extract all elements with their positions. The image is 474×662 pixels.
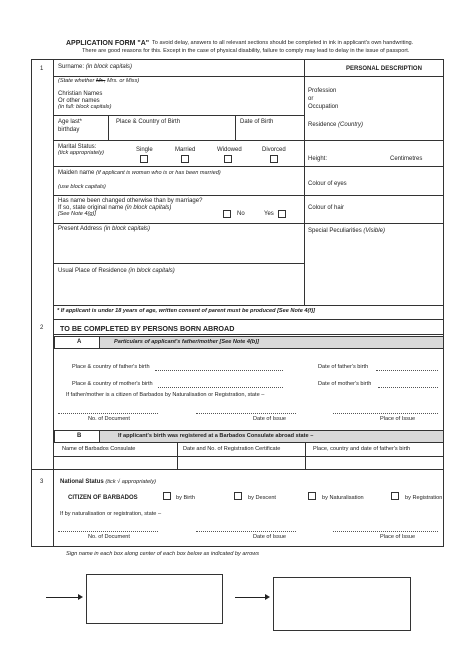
marital-married-checkbox[interactable] <box>181 155 189 163</box>
mother-birth-label: Place & country of mother's birth <box>72 381 153 387</box>
section-1-number: 1 <box>40 66 44 72</box>
special-peculiarities-label: Special Peculiarities (Visible) <box>308 228 385 234</box>
parent-document-no-label: No. of Document <box>88 416 130 422</box>
no-label: No <box>237 211 245 217</box>
national-status-label: National Status (tick √ appropriately) <box>60 479 156 485</box>
header-instruction-2: There are good reasons for this. Except in the case of physical disability, failure to comply may lead to delay in the issue of passport. <box>82 48 410 54</box>
marital-status-label: Marital Status: <box>58 144 97 150</box>
hair-colour-label: Colour of hair <box>308 205 345 211</box>
present-address-label: Present Address (in block capitals) <box>58 226 151 232</box>
christian-names-label: Christian Names <box>58 91 103 97</box>
by-registration-checkbox[interactable] <box>391 492 399 500</box>
residence-label: Residence (Country) <box>308 122 364 128</box>
usual-residence-label: Usual Place of Residence (in block capitals) <box>58 268 175 274</box>
name-changed-no-checkbox[interactable] <box>223 210 231 218</box>
parent-citizen-question: If father/mother is a citizen of Barbados by Naturalisation or Registration, state – <box>66 392 265 398</box>
by-registration-label: by Registration <box>405 495 443 501</box>
under-18-footnote: * If applicant is under 18 years of age, written consent of parent must be produced [See Note 4(f)] <box>57 308 315 314</box>
personal-description-header: PERSONAL DESCRIPTION <box>346 66 422 72</box>
arrow-right-icon <box>235 597 266 598</box>
title-hint: (State whether Mr., Mrs. or Miss) <box>58 78 140 84</box>
header-instruction-1: To avoid delay, answers to all relevant sections should be completed in ink in applicant's own handwriting. <box>152 40 414 46</box>
birthday-label: birthday <box>58 127 80 133</box>
parent-place-issue-label: Place of Issue <box>380 416 416 422</box>
marital-divorced-checkbox[interactable] <box>270 155 278 163</box>
signature-box-2[interactable] <box>273 577 411 631</box>
naturalisation-question: If by naturalisation or registration, state – <box>60 511 162 517</box>
by-naturalisation-label: by Naturalisation <box>322 495 364 501</box>
form-frame <box>31 59 444 547</box>
registration-cert-label: Date and No. of Registration Certificate <box>183 446 281 452</box>
subsection-a-label: A <box>77 339 82 345</box>
by-descent-label: by Descent <box>248 495 276 501</box>
other-names-label: Or other names <box>58 98 100 104</box>
marital-single-label: Single <box>136 147 153 153</box>
section-2-title: TO BE COMPLETED BY PERSONS BORN ABROAD <box>60 324 235 333</box>
by-descent-checkbox[interactable] <box>234 492 242 500</box>
subsection-b-label: B <box>77 433 82 439</box>
maiden-block-hint: (use block capitals) <box>58 184 106 190</box>
form-title: APPLICATION FORM "A" <box>66 40 150 47</box>
maiden-name-label: Maiden name (if applicant is woman who is or has been married) <box>58 170 221 176</box>
subsection-b-title: If applicant's birth was registered at a Barbados Consulate abroad state – <box>118 433 314 439</box>
document-no-label: No. of Document <box>88 534 130 540</box>
eye-colour-label: Colour of eyes <box>308 181 347 187</box>
marital-single-checkbox[interactable] <box>140 155 148 163</box>
occupation-label: Occupation <box>308 104 339 110</box>
date-issue-label: Date of Issue <box>253 534 286 540</box>
signature-box-1[interactable] <box>86 574 223 624</box>
marital-widowed-checkbox[interactable] <box>224 155 232 163</box>
surname-label: Surname: (in block capitals) <box>58 64 133 70</box>
subsection-a-title: Particulars of applicant's father/mother [See Note 4(b)] <box>114 339 259 345</box>
marital-tick-hint: (tick appropriately) <box>58 150 105 156</box>
by-birth-label: by Birth <box>176 495 195 501</box>
height-label: Height: <box>308 156 328 162</box>
date-father-birth-label: Date of father's birth <box>318 364 369 370</box>
parent-date-issue-label: Date of Issue <box>253 416 286 422</box>
section-3-number: 3 <box>40 479 44 485</box>
age-label: Age last* <box>58 119 83 125</box>
arrow-right-icon <box>46 597 79 598</box>
original-name-label: If so, state original name (in block capitals) <box>58 205 172 211</box>
marital-married-label: Married <box>175 147 196 153</box>
place-of-birth-label: Place & Country of Birth <box>116 119 181 125</box>
yes-label: Yes <box>264 211 274 217</box>
name-changed-yes-checkbox[interactable] <box>278 210 286 218</box>
profession-label: Profession <box>308 88 337 94</box>
consulate-name-label: Name of Barbados Consulate <box>62 446 136 452</box>
place-issue-label: Place of Issue <box>380 534 416 540</box>
date-of-birth-label: Date of Birth <box>240 119 274 125</box>
by-naturalisation-checkbox[interactable] <box>308 492 316 500</box>
other-names-hint: (in full: block capitals) <box>58 104 112 110</box>
see-note-4g: [See Note 4(g)] <box>58 211 96 217</box>
marital-divorced-label: Divorced <box>262 147 286 153</box>
marital-widowed-label: Widowed <box>217 147 242 153</box>
section-2-number: 2 <box>40 325 44 331</box>
signature-instruction: Sign name in each box along center of each box below as indicated by arrows <box>66 551 260 557</box>
centimetres-label: Centimetres <box>390 156 423 162</box>
father-birth-label: Place & country of father's birth <box>72 364 150 370</box>
or-label: or <box>308 96 314 102</box>
father-place-date-label: Place, country and date of father's birth <box>313 446 411 452</box>
name-changed-label: Has name been changed otherwise than by marriage? <box>58 198 203 204</box>
number-column-divider <box>53 59 54 547</box>
date-mother-birth-label: Date of mother's birth <box>318 381 372 387</box>
by-birth-checkbox[interactable] <box>163 492 171 500</box>
citizen-label: CITIZEN OF BARBADOS <box>68 495 138 501</box>
